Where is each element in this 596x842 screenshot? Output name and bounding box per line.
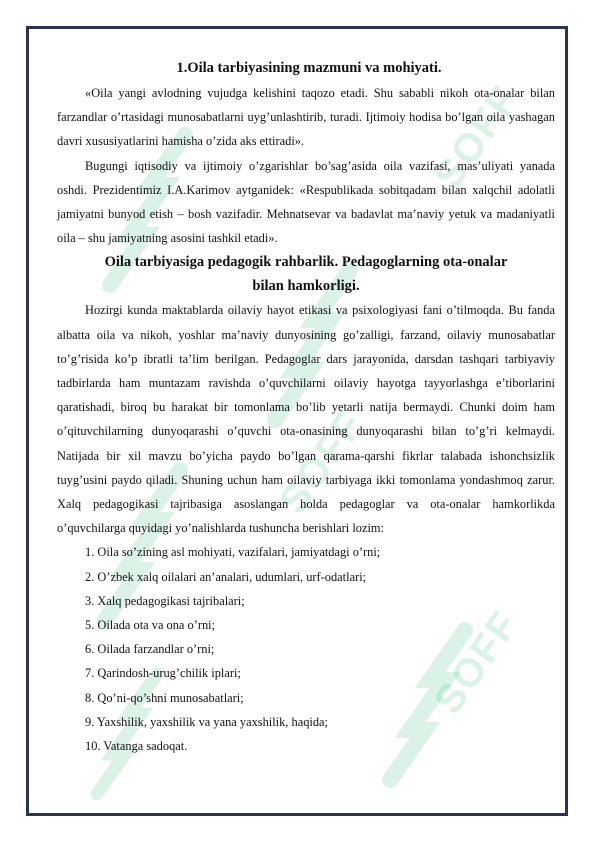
section-heading-line: bilan hamkorligi. (252, 278, 360, 295)
list-item: 10. Vatanga sadoqat. (85, 739, 188, 754)
paragraph-main: Hozirgi kunda maktablarda oilaviy hayot etikasi va psixologiyasi fani o’tilmoqda. Bu fanda albatta oila va nikoh, yoshlar ma’naviy dunyosining go’zalligi, farzand, oilaviy munosabatlar to’g’risida ko’p ibratli ta’lim berilgan. Pedagoglar dars jarayonida, darsdan tashqari tarbiyaviy tadbirlarda ham muntazam ravishda o’quvchilarni oilaviy hayotga tayyorlashga e’tiborlarini qaratishadi, biroq bu harakat bir tomonlama bo’lib yetarli natija bermaydi. Chunki doim ham o’qituvchilarning dunyoqarashi o’quvchi ota-onasining dunyoqarashi bilan to’g’ri kelmaydi. Natijada bir xil mavzu bo’yicha paydo bo’lgan qarama-qarshi fikrlar talabada ishonchsizlik tuyg’usini paydo qiladi. Shuning uchun ham oilaviy tarbiyaga ikki tomonlama yondashmoq zarur. Xalq pedagogikasi tajribasiga asoslangan holda pedagoglar va ota-onalar hamkorlikda o’quvchilarga quyidagi yo’nalishlarda tushuncha berishlari lozim: (57, 303, 555, 536)
watermark-text: SOFF (271, 402, 373, 522)
watermark-text: SOFF (426, 77, 528, 197)
list-item: 9. Yaxshilik, yaxshilik va yana yaxshilik, haqida; (85, 714, 328, 729)
list-item: 1. Oila so’zining asl mohiyati, vazifalari, jamiyatdagi o’rni; (85, 545, 381, 560)
section-heading-line: Oila tarbiyasiga pedagogik rahbarlik. Pedagoglarning ota-onalar (104, 254, 508, 271)
list-item: 7. Qarindosh-urug’chilik iplari; (85, 666, 241, 681)
list-item: 8. Qo’ni-qo’shni munosabatlari; (85, 690, 244, 705)
document-body (57, 58, 555, 758)
list-item: 3. Xalq pedagogikasi tajribalari; (85, 593, 245, 608)
paragraph-intro: «Oila yangi avlodning vujudga kelishini taqozo etadi. Shu sababli nikoh ota-onalar bilan farzandlar o’rtasidagi munosabatlarni uyg’unlashtirib, turadi. Ijtimoiy hodisa bo’lgan oila yashagan davri xususiyatlarini hamisha o’zida aks ettiradi». (57, 86, 555, 149)
paragraph-president-quote: Bugungi iqtisodiy va ijtimoiy o’zgarishlar bo’sag’asida oila vazifasi, mas’uliyati yanada oshdi. Prezidentimiz I.A.Karimov aytganidek: «Respublikada sobitqadam bilan xalqchil adolatli jamiyatni bunyod etish – bosh vazifadir. Mehnatsevar va badavlat ma’naviy yetuk va madaniyatli oila – shu jamiyatning asosini tashkil etadi». (57, 158, 555, 246)
list-item: 6. Oilada farzandlar o’rni; (85, 642, 215, 657)
list-item: 5. Oilada ota va ona o’rni; (85, 618, 216, 633)
page-title: 1.Oila tarbiyasining mazmuni va mohiyati. (176, 60, 442, 76)
section-heading (57, 250, 555, 298)
list-item: 2. O’zbek xalq oilalari an’analari, udumlari, urf-odatlari; (85, 569, 367, 584)
topic-list (57, 540, 555, 758)
watermark-text: SOFF (426, 602, 528, 722)
